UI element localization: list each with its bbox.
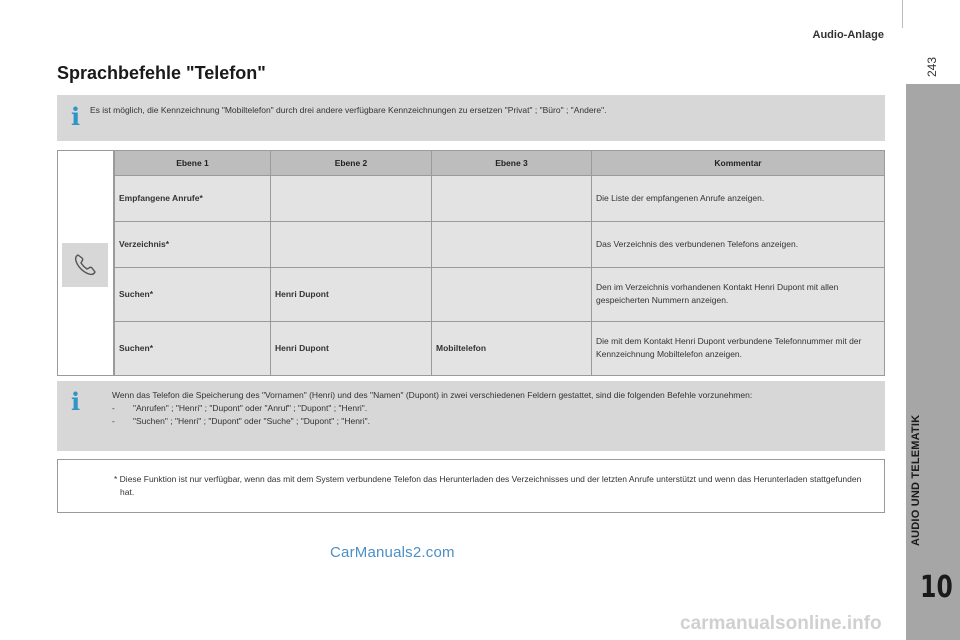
cell-level-2 xyxy=(271,221,432,267)
voice-command-table xyxy=(114,151,884,375)
list-bullet: - xyxy=(112,416,115,426)
info-text: Es ist möglich, die Kennzeichnung "Mobiltelefon" durch drei andere verfügbare Kennzeichnungen zu ersetzen "Privat" ; "Büro" ; "Andere". xyxy=(90,105,607,115)
info-list-item-text: "Anrufen" ; "Henri" ; "Dupont" oder "Anruf" ; "Dupont" ; "Henri". xyxy=(133,403,368,413)
info-list-item-text: "Suchen" ; "Henri" ; "Dupont" oder "Suche" ; "Dupont" ; "Henri". xyxy=(133,416,371,426)
header-level-1: Ebene 1 xyxy=(115,151,271,175)
info-box-label-replacement xyxy=(57,95,885,141)
header-rule xyxy=(902,0,903,28)
info-intro: Wenn das Telefon die Speicherung des "Vornamen" (Henri) und des "Namen" (Dupont) in zwei verschiedenen Feldern gestattet, sind die folgenden Befehle vorzunehmen: xyxy=(112,390,753,400)
cell-comment: Die Liste der empfangenen Anrufe anzeigen. xyxy=(592,175,885,221)
info-list-item xyxy=(112,415,873,428)
table-header-row xyxy=(115,151,885,175)
page-number: 243 xyxy=(925,56,939,78)
chapter-number: 10 xyxy=(920,570,953,605)
section-title: Sprachbefehle "Telefon" xyxy=(57,63,266,83)
watermark-carmanualsonline: carmanualsonline.info xyxy=(680,613,882,634)
cell-level-2: Henri Dupont xyxy=(271,321,432,375)
info-icon: i xyxy=(71,387,81,416)
chapter-tab-label: AUDIO UND TELEMATIK xyxy=(910,414,922,546)
header-level-3: Ebene 3 xyxy=(432,151,592,175)
cell-level-3: Mobiltelefon xyxy=(432,321,592,375)
header-title: Audio-Anlage xyxy=(812,29,884,41)
cell-level-1: Suchen* xyxy=(115,267,271,321)
footnote-box xyxy=(57,459,885,513)
info-list-item xyxy=(112,402,873,415)
cell-comment: Die mit dem Kontakt Henri Dupont verbundene Telefonnummer mit der Kennzeichnung Mobiltelefon anzeigen. xyxy=(592,321,885,375)
phone-icon-box xyxy=(62,243,108,287)
cell-level-3 xyxy=(432,221,592,267)
cell-comment: Das Verzeichnis des verbundenen Telefons anzeigen. xyxy=(592,221,885,267)
table-row xyxy=(115,175,885,221)
voice-command-table-frame xyxy=(57,150,885,376)
info-icon: i xyxy=(71,102,81,131)
watermark-carmanuals2[interactable]: CarManuals2.com xyxy=(330,544,455,561)
cell-level-1: Suchen* xyxy=(115,321,271,375)
cell-level-3 xyxy=(432,267,592,321)
cell-level-2: Henri Dupont xyxy=(271,267,432,321)
cell-level-2 xyxy=(271,175,432,221)
cell-comment: Den im Verzeichnis vorhandenen Kontakt Henri Dupont mit allen gespeicherten Nummern anzeigen. xyxy=(592,267,885,321)
cell-level-1: Empfangene Anrufe* xyxy=(115,175,271,221)
table-row xyxy=(115,221,885,267)
info-text xyxy=(112,389,873,428)
phone-icon-cell xyxy=(58,151,114,375)
header-comment: Kommentar xyxy=(592,151,885,175)
header-level-2: Ebene 2 xyxy=(271,151,432,175)
list-bullet: - xyxy=(112,403,115,413)
table-row xyxy=(115,267,885,321)
phone-handset-icon xyxy=(72,252,98,278)
footnote-text: * Diese Funktion ist nur verfügbar, wenn das mit dem System verbundene Telefon das Herunterladen des Verzeichnisses und der letzten Anrufe unterstützt und wenn das Herunterladen stattgefunden hat. xyxy=(114,474,862,497)
cell-level-1: Verzeichnis* xyxy=(115,221,271,267)
cell-level-3 xyxy=(432,175,592,221)
table-row xyxy=(115,321,885,375)
info-box-name-fields xyxy=(57,381,885,451)
